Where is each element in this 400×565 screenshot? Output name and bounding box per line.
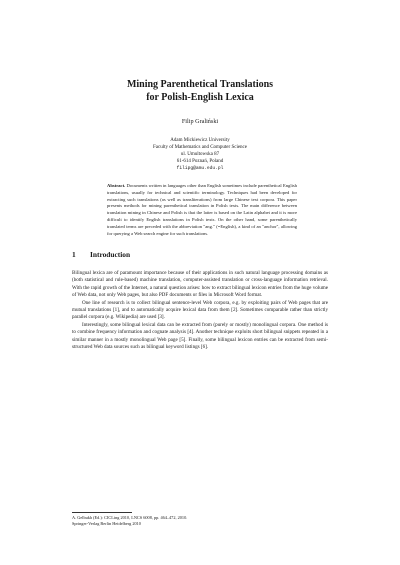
body-paragraph: Bilingual lexica are of paramount importance because of their applications in such natural language processing domains as (both statistical and rule-based) machine translation, computer-assisted translation or cross-language information retrieval. With the rapid growth of the Internet, a natural question arises: how to extract bilingual lexicon entries from the huge volume of Web data, not only Web pages, but also PDF documents or files in Microsoft Word format. (72, 270, 328, 299)
title-line-1: Mining Parenthetical Translations (126, 79, 274, 90)
footnote-rule (72, 512, 132, 513)
footnote (72, 515, 328, 527)
abstract-text: Documents written in languages other than English sometimes include parenthetical English translations, usually for technical and scientific terminology. Techniques had been developed for extracting such translations (as well as transliterations) from large Chinese text corpora. This paper presents methods for mining parenthetical translation in Polish texts. The main difference between translation mining in Chinese and Polish is that the latter is based on the Latin alphabet and it is more difficult to identify English translations in Polish texts. On the other hand, some parenthetically translated terms are preceded with the abbreviation "ang." (=English), a kind of an "anchor", allowing for querying a Web search engine for such translations. (107, 183, 297, 236)
abstract (107, 183, 297, 237)
affiliation-line: Adam Mickiewicz University (170, 138, 230, 143)
section-heading (72, 250, 130, 260)
author-email: filipg@amu.edu.pl (176, 166, 224, 171)
affiliation-line: Faculty of Mathematics and Computer Science (152, 145, 247, 150)
affiliation-line: 61-614 Poznań, Poland (176, 159, 224, 164)
body-paragraph: One line of research is to collect bilingual sentence-level Web corpora, e.g. by exploiting pairs of Web pages that are mutual translations [1], and to automatically acquire lexical data from them [2]. Sometimes comparable rather than strictly parallel corpora (e.g. Wikipedia) are used [3]. (72, 299, 328, 321)
footnote-line: A. Gelbukh (Ed.): CICLing 2010, LNCS 6008, pp. 464–472, 2010. (72, 515, 188, 520)
body-paragraph: Interestingly, some bilingual lexical data can be extracted from (purely or mostly) monolingual corpora. One method is to combine frequency information and cognate analysis [4]. Another technique exploits short bilingual snippets repeated in a similar manner in a mostly monolingual Web page [5]. Finally, some bilingual lexicon entries can be extracted from semi-structured Web data sources such as bilingual keyword listings [6]. (72, 321, 328, 351)
section-title: Introduction (90, 250, 131, 259)
abstract-label: Abstract. (107, 183, 126, 188)
section-number: 1 (72, 250, 76, 259)
section-body (72, 270, 328, 351)
footnote-line: Springer-Verlag Berlin Heidelberg 2010 (72, 521, 141, 526)
affiliation-block (60, 137, 340, 172)
title-line-2: for Polish-English Lexica (146, 92, 254, 103)
paper-title (60, 78, 340, 104)
affiliation-line: ul. Umultowska 87 (180, 152, 220, 157)
author-name: Filip Graliński (181, 118, 219, 125)
